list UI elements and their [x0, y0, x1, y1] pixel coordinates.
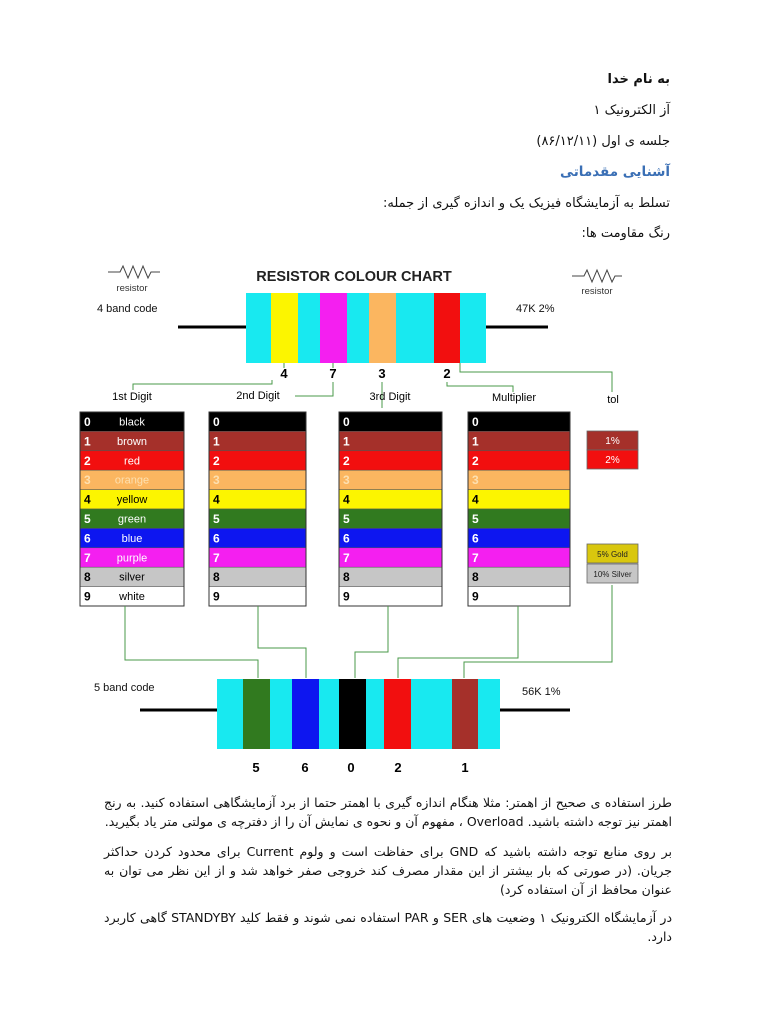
- color-digit: 3: [343, 473, 350, 488]
- session-date: جلسه ی اول (۸۶/۱۲/۱۱): [536, 134, 670, 149]
- color-row: [209, 451, 306, 470]
- tolerance-label: 5% Gold: [597, 550, 628, 559]
- color-swatch: [339, 509, 442, 528]
- color-digit: 9: [84, 589, 91, 604]
- color-row: [468, 451, 570, 470]
- color-swatch: [209, 431, 306, 450]
- color-row: [80, 431, 184, 450]
- color-row: [80, 509, 184, 528]
- color-digit: 4: [84, 492, 91, 507]
- color-swatch: [468, 431, 570, 450]
- color-digit: 0: [213, 415, 220, 429]
- color-swatch: [209, 548, 306, 567]
- color-swatch: [209, 490, 306, 509]
- five-band-code-label: 5 band code: [94, 682, 155, 694]
- band-orange: [369, 293, 396, 363]
- band-red: [434, 293, 460, 363]
- color-swatch: [339, 431, 442, 450]
- band-blue: [292, 679, 319, 749]
- five-band-digit: 0: [347, 760, 355, 775]
- color-digit: 3: [472, 473, 479, 488]
- color-row: [468, 490, 570, 509]
- color-row: [80, 587, 184, 606]
- five-band-digit: 2: [394, 760, 402, 775]
- color-name: purple: [116, 552, 148, 565]
- color-swatch: [339, 451, 442, 470]
- color-swatch: [468, 451, 570, 470]
- color-digit: 1: [84, 434, 91, 449]
- color-digit: 4: [213, 492, 220, 507]
- five-band-digit: 1: [461, 760, 469, 775]
- color-digit: 5: [472, 512, 479, 526]
- paragraph-power-supply: بر روی منابع توجه داشته باشید که GND برای حفاظت است و ولوم Current برای محدود کردن حداکثر جریان. (در صورتی که بار بیشتر از این مقدار مصرف کند خروجی صفر خواهد شد و از این نظر می توان به عنوان محافظ از آن استفاده کرد): [104, 844, 672, 897]
- color-digit: 9: [213, 589, 220, 604]
- color-digit: 5: [213, 512, 220, 526]
- color-swatch: [209, 412, 306, 431]
- band-purple: [320, 293, 347, 363]
- color-row: [339, 587, 442, 606]
- color-row: [339, 490, 442, 509]
- paragraph-ohmmeter: طرز استفاده ی صحیح از اهمتر: مثلا هنگام اندازه گیری با اهمتر حتما از برد آزمایشگاهی استفاده کنید. به رنج اهمتر نیز توجه داشته باشید. Overload ، مفهوم آن و نحوه ی نمایش آن را از دفترچه ی مولتی متر یاد بگیرید.: [104, 795, 672, 829]
- color-name: yellow: [116, 494, 148, 507]
- color-digit: 2: [343, 453, 350, 468]
- tolerance-row: [587, 564, 638, 583]
- color-name: white: [119, 591, 145, 604]
- color-digit: 1: [343, 434, 350, 449]
- color-name: black: [119, 416, 145, 429]
- color-swatch: [209, 470, 306, 489]
- color-row: [339, 548, 442, 567]
- color-row: [468, 548, 570, 567]
- color-swatch: [339, 470, 442, 489]
- band-yellow: [271, 293, 298, 363]
- color-name: brown: [117, 435, 147, 448]
- color-swatch: [468, 490, 570, 509]
- color-swatch: [209, 509, 306, 528]
- band-black: [339, 679, 366, 749]
- color-row: [339, 470, 442, 489]
- color-digit: 5: [84, 512, 91, 526]
- color-table-4: [468, 412, 570, 606]
- five-band-value: 56K 1%: [522, 686, 561, 698]
- color-digit: 7: [472, 550, 479, 565]
- color-digit: 3: [84, 473, 91, 488]
- color-swatch: [468, 470, 570, 489]
- color-name: red: [124, 455, 140, 468]
- tolerance-row: [587, 450, 638, 469]
- four-band-digit: 7: [329, 366, 337, 381]
- color-row: [468, 509, 570, 528]
- color-row: [468, 567, 570, 586]
- color-digit: 9: [343, 589, 350, 604]
- color-row: [80, 567, 184, 586]
- four-band-digit: 2: [443, 366, 451, 381]
- color-digit: 0: [343, 415, 350, 429]
- resistor-symbol-icon: [108, 266, 160, 278]
- course-name: آز الکترونیک ۱: [593, 103, 670, 118]
- tolerance-row: [587, 431, 638, 450]
- color-table-3: [339, 412, 442, 606]
- color-digit: 1: [213, 434, 220, 449]
- color-digit: 7: [343, 550, 350, 565]
- color-row: [468, 470, 570, 489]
- header-multiplier: Multiplier: [491, 392, 537, 404]
- color-row: [339, 451, 442, 470]
- band-red: [384, 679, 411, 749]
- color-swatch: [209, 587, 306, 606]
- color-row: [339, 431, 442, 450]
- color-row: [339, 412, 442, 431]
- color-swatch: [468, 509, 570, 528]
- color-swatch: [339, 567, 442, 586]
- tolerance-label: 2%: [605, 455, 620, 466]
- five-band-digit: 5: [252, 760, 260, 775]
- color-digit: 8: [84, 570, 91, 585]
- color-digit: 7: [84, 550, 91, 565]
- color-swatch: [468, 412, 570, 431]
- color-row: [80, 470, 184, 489]
- color-row: [80, 490, 184, 509]
- color-table-2: [209, 412, 306, 606]
- color-swatch: [209, 567, 306, 586]
- color-digit: 4: [472, 492, 479, 507]
- color-tables: [80, 412, 570, 606]
- color-digit: 8: [472, 570, 479, 585]
- color-swatch: [468, 587, 570, 606]
- color-row: [209, 509, 306, 528]
- color-row: [468, 412, 570, 431]
- color-digit: 0: [472, 415, 479, 429]
- color-digit: 6: [213, 531, 220, 546]
- color-row: [339, 528, 442, 547]
- color-row: [209, 587, 306, 606]
- resistor-symbol-label: resistor: [581, 286, 613, 297]
- color-digit: 4: [343, 492, 350, 507]
- color-digit: 2: [213, 453, 220, 468]
- four-band-digit: 3: [378, 366, 386, 381]
- section-heading: آشنایی مقدماتی: [560, 164, 670, 180]
- color-row: [209, 528, 306, 547]
- color-name: blue: [121, 532, 143, 545]
- color-digit: 6: [84, 531, 91, 546]
- color-swatch: [339, 587, 442, 606]
- color-swatch: [209, 451, 306, 470]
- band-brown: [452, 679, 478, 749]
- paragraph-lab-switches: در آزمایشگاه الکترونیک ۱ وضعیت های SER و PAR استفاده نمی شوند و فقط کلید STANDYBY گاهی کاربرد دارد.: [104, 910, 673, 944]
- color-digit: 7: [213, 550, 220, 565]
- color-row: [209, 412, 306, 431]
- color-digit: 1: [472, 434, 479, 449]
- color-digit: 0: [84, 415, 91, 429]
- four-band-value: 47K 2%: [516, 303, 555, 315]
- color-row: [209, 567, 306, 586]
- color-digit: 2: [84, 453, 91, 468]
- resistor-symbol-label: resistor: [116, 283, 148, 294]
- color-swatch: [209, 528, 306, 547]
- tolerance-row: [587, 544, 638, 563]
- color-swatch: [339, 528, 442, 547]
- five-band-digit: 6: [301, 760, 309, 775]
- color-row: [80, 412, 184, 431]
- chart-title: RESISTOR COLOUR CHART: [256, 269, 452, 285]
- color-digit: 6: [343, 531, 350, 546]
- four-band-code-label: 4 band code: [97, 303, 158, 315]
- color-row: [468, 431, 570, 450]
- page-title: به نام خدا: [607, 72, 670, 87]
- header-tol: tol: [607, 394, 619, 406]
- band-green: [243, 679, 270, 749]
- color-swatch: [339, 548, 442, 567]
- color-digit: 6: [472, 531, 479, 546]
- color-digit: 3: [213, 473, 220, 488]
- color-digit: 8: [213, 570, 220, 585]
- color-row: [468, 587, 570, 606]
- resistor-symbol-icon: [572, 270, 622, 282]
- color-row: [468, 528, 570, 547]
- tolerance-table: [587, 431, 638, 583]
- color-swatch: [339, 412, 442, 431]
- color-swatch: [468, 567, 570, 586]
- color-row: [339, 567, 442, 586]
- color-swatch: [339, 490, 442, 509]
- color-row: [80, 548, 184, 567]
- color-name: silver: [119, 571, 145, 584]
- color-row: [209, 548, 306, 567]
- header-3rd-digit: 3rd Digit: [369, 391, 411, 403]
- color-row: [209, 431, 306, 450]
- color-digit: 5: [343, 512, 350, 526]
- color-row: [339, 509, 442, 528]
- color-table-1: [80, 412, 184, 606]
- resistor-colors-line: رنگ مقاومت ها:: [581, 226, 670, 241]
- color-digit: 2: [472, 453, 479, 468]
- color-row: [80, 451, 184, 470]
- color-digit: 9: [472, 589, 479, 604]
- tolerance-label: 1%: [605, 436, 620, 447]
- four-band-digit: 4: [280, 366, 288, 381]
- tolerance-label: 10% Silver: [593, 570, 632, 579]
- color-name: orange: [114, 474, 150, 487]
- header-1st-digit: 1st Digit: [112, 391, 152, 403]
- color-row: [80, 528, 184, 547]
- intro-line: تسلط به آزمایشگاه فیزیک یک و اندازه گیری از جمله:: [382, 196, 670, 211]
- color-swatch: [468, 528, 570, 547]
- color-digit: 8: [343, 570, 350, 585]
- header-2nd-digit: 2nd Digit: [236, 390, 280, 402]
- color-swatch: [468, 548, 570, 567]
- color-row: [209, 470, 306, 489]
- color-row: [209, 490, 306, 509]
- color-name: green: [117, 513, 147, 526]
